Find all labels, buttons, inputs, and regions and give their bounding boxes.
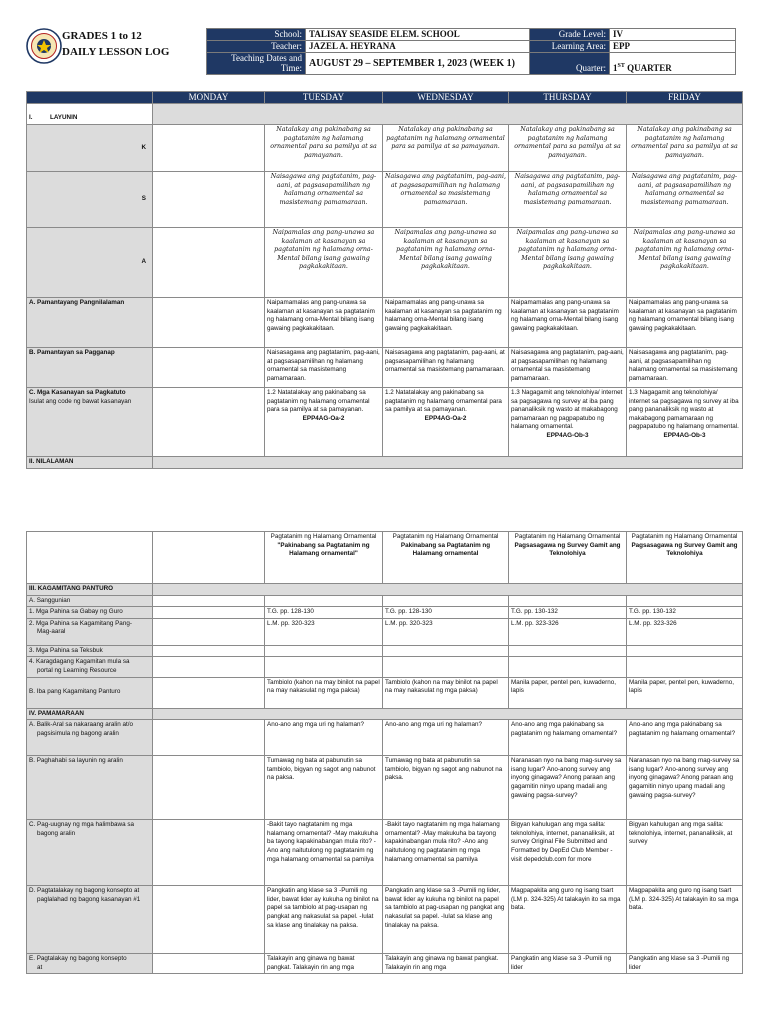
day-header-friday: FRIDAY	[627, 92, 743, 104]
friday-a: Naipamalas ang pang-unawa sa kaalaman at kasanayan sa pagtatanim ng halamang orna- Mental bilang isang gawaing pagkakakitaan.	[627, 228, 743, 298]
title-grades: GRADES 1 to 12	[62, 30, 142, 42]
pamamaraan-heading: IV. PAMAMARAAN	[27, 708, 153, 720]
tuesday-a: Naipamalas ang pang-unawa sa kaalaman at kasanayan sa pagtatanim ng halamang orna- Mental bilang isang gawaing pagkakakitaan.	[265, 228, 383, 298]
competency-code: EPP4AG-Oa-2	[424, 414, 467, 422]
title-daily-lesson-log: DAILY LESSON LOG	[62, 46, 170, 58]
monday-s	[153, 172, 265, 228]
wednesday-pagtalakay: Talakayin ang ginawa ng bawat pangkat. Talakayin rin ang mga	[383, 954, 509, 974]
friday-gabay: T.G. pp. 130-132	[627, 607, 743, 619]
friday-mk: 1.3 Nagagamit ang teknolohiya/ internet sa pagsagawa ng survey at iba pang pananaliksik ng wasto at makabagong pamamaraan ng pagpapatubo ng halamang ornamental. EPP4AG-Ob-3	[627, 388, 743, 457]
wednesday-topic: Pagtatanim ng Halamang Ornamental Pakinabang sa Pagtatanim ng Halamang ornamental	[383, 532, 509, 584]
thursday-mk: 1.3 Nagagamit ang teknolohiya/ internet sa pagsagawa ng survey at iba pang pananaliksik ng wasto at makabagong pamamaraan ng pagpapatubo ng halamang ornamental. EPP4AG-Ob-3	[509, 388, 627, 457]
thursday-balik-aral: Ano-ano ang mga pakinabang sa pagtatanim ng halamang ornamental?	[509, 720, 627, 756]
pagtalakay-konsepto-label: E. Pagtalakay ng bagong konsepto at	[27, 954, 153, 974]
kasanayan-label: C. Mga Kasanayan sa Pagkatuto Isulat ang code ng bawat kasanayan	[27, 388, 153, 457]
topic-label-cell	[27, 532, 153, 584]
monday-a	[153, 228, 265, 298]
monday-iba	[153, 677, 265, 708]
school-value: TALISAY SEASIDE ELEM. SCHOOL	[306, 29, 530, 41]
friday-paghahabi: Naranasan nyo na bang mag-survey sa isang lugar? Ano-anong survey ang inyong ginagawa? Anong paraan ang gagamitin ninyo upang madali ang gawaing pagsa-survey?	[627, 756, 743, 820]
k-label: K	[27, 125, 153, 172]
monday-pg	[153, 348, 265, 388]
tuesday-pagtalakay: Talakayin ang ginawa ng bawat pangkat. Talakayin rin ang mga	[265, 954, 383, 974]
deped-seal-logo	[26, 28, 62, 64]
thursday-pag-uugnay: Bigyan kahulugan ang mga salita: teknolohiya, internet, pananaliksik, at survey Original File Submitted and Formatted by DepEd Club Member - visit depedclub.com for more	[509, 820, 627, 886]
sanggunian-label: A. Sanggunian	[27, 595, 153, 607]
kagamitang-panturo-heading: III. KAGAMITANG PANTURO	[27, 584, 153, 596]
friday-pg: Naisasagawa ang pagtatanim, pag-aani, at pagsasapamilihan ng halamang ornamental sa masistemang pamamaraan.	[627, 348, 743, 388]
friday-pagtalakay: Pangkatin ang klase sa 3 -Pumili ng lider	[627, 954, 743, 974]
a-label: A	[27, 228, 153, 298]
friday-lm: L.M. pp. 323-326	[627, 618, 743, 645]
monday-topic	[153, 532, 265, 584]
monday-lm	[153, 618, 265, 645]
dates-label: Teaching Dates and Time:	[207, 53, 306, 75]
kagamitang-mag-aaral-label: 2. Mga Pahina sa Kagamitang Pang- Mag-aaral	[27, 618, 153, 645]
monday-balik-aral	[153, 720, 265, 756]
wednesday-k: Natalakay ang pakinabang sa pagtatanim ng halamang ornamental para sa pamilya at sa pamayanan.	[383, 125, 509, 172]
tuesday-s: Naisagawa ang pagtatanim, pag-aani, at pagsasapamilihan ng halamang ornamental sa masistemang pamamaraan.	[265, 172, 383, 228]
corner-header	[27, 92, 153, 104]
thursday-topic: Pagtatanim ng Halamang Ornamental Pagsasagawa ng Survey Gamit ang Teknolohiya	[509, 532, 627, 584]
s-label: S	[27, 172, 153, 228]
tuesday-mk: 1.2 Natatalakay ang pakinabang sa pagtatanim ng halamang ornamental para sa pamilya at sa pamayanan. EPP4AG-Oa-2	[265, 388, 383, 457]
friday-k: Natalakay ang pakinabang sa pagtatanim ng halamang ornamental para sa pamilya at sa pamayanan.	[627, 125, 743, 172]
grade-level-value: IV	[610, 29, 736, 41]
pamamaraan-shade	[153, 708, 743, 720]
dates-value: AUGUST 29 – SEPTEMBER 1, 2023 (WEEK 1)	[306, 53, 530, 75]
tuesday-paghahabi: Tumawag ng bata at pabunutin sa tambiolo, bigyan ng sagot ang nabunot na paksa.	[265, 756, 383, 820]
nilalaman-shade	[153, 457, 743, 469]
wednesday-pagtatalakay: Pangkatin ang klase sa 3 -Pumili ng lider, bawat lider ay kukuha ng binilot na papel sa tambiolo at pag-usapan ng pangkat ang nakasulat sa papel. -Iulat sa klase ang tinalakay na paksa.	[383, 886, 509, 954]
learning-area-label: Learning Area:	[530, 41, 610, 53]
tuesday-pagtatalakay: Pangkatin ang klase sa 3 -Pumili ng lider, bawat lider ay kukuha ng binilot na papel sa tambiolo at pag-usapan ng pangkat ang nakasulat sa papel. -Iulat sa klase ang tinalakay na paksa.	[265, 886, 383, 954]
header-info-table	[206, 28, 736, 75]
iba-pang-kagamitan-label: B. Iba pang Kagamitang Panturo	[27, 677, 153, 708]
thursday-iba: Manila paper, pentel pen, kuwaderno, lapis	[509, 677, 627, 708]
pagtatalakay-label: D. Pagtatalakay ng bagong konsepto at paglalahad ng bagong kasanayan #1	[27, 886, 153, 954]
day-header-thursday: THURSDAY	[509, 92, 627, 104]
wednesday-gabay: T.G. pp. 128-130	[383, 607, 509, 619]
wednesday-a: Naipamalas ang pang-unawa sa kaalaman at kasanayan sa pagtatanim ng halamang orna- Mental bilang isang gawaing pagkakakitaan.	[383, 228, 509, 298]
school-label: School:	[207, 29, 306, 41]
wednesday-mk: 1.2 Natatalakay ang pakinabang sa pagtatanim ng halamang ornamental para sa pamilya at sa pamayanan. EPP4AG-Oa-2	[383, 388, 509, 457]
friday-topic: Pagtatanim ng Halamang Ornamental Pagsasagawa ng Survey Gamit ang Teknolohiya	[627, 532, 743, 584]
tuesday-balik-aral: Ano-ano ang mga uri ng halaman?	[265, 720, 383, 756]
friday-pagtatalakay: Magpapakita ang guro ng isang tsart (LM p. 324-325) At talakayin ito sa mga bata.	[627, 886, 743, 954]
monday-paghahabi	[153, 756, 265, 820]
friday-s: Naisagawa ang pagtatanim, pag-aani, at pagsasapamilihan ng halamang ornamental sa masistemang pamamaraan.	[627, 172, 743, 228]
thursday-paghahabi: Naranasan nyo na bang mag-survey sa isang lugar? Ano-anong survey ang inyong ginagawa? Anong paraan ang gagamitin ninyo upang madali ang gawaing pagsa-survey?	[509, 756, 627, 820]
pamantayang-pangnilalaman-label: A. Pamantayang Pangnilalaman	[27, 298, 153, 348]
pag-uugnay-label: C. Pag-uugnay ng mga halimbawa sa bagong aralin	[27, 820, 153, 886]
friday-pp: Naipamamalas ang pang-unawa sa kaalaman at kasanayan sa pagtatanim ng halamang ornamental bilang isang gawaing pagkakakitaan.	[627, 298, 743, 348]
nilalaman-heading: II. NILALAMAN	[27, 457, 153, 469]
tuesday-iba: Tambiolo (kahon na may binilot na papel na may nakasulat ng mga paksa)	[265, 677, 383, 708]
pamantayan-sa-pagganap-label: B. Pamantayan sa Pagganap	[27, 348, 153, 388]
wednesday-lm: L.M. pp. 320-323	[383, 618, 509, 645]
thursday-lm: L.M. pp. 323-326	[509, 618, 627, 645]
kagamitan-shade	[153, 584, 743, 596]
thursday-k: Natalakay ang pakinabang sa pagtatanim ng halamang ornamental para sa pamilya at sa pamayanan.	[509, 125, 627, 172]
tuesday-pp: Naipamamalas ang pang-unawa sa kaalaman at kasanayan sa pagtatanim ng halamang orna-Mental bilang isang gawaing pagkakakitaan.	[265, 298, 383, 348]
friday-pag-uugnay: Bigyan kahulugan ang mga salita: teknolohiya, internet, pananaliksik, at survey	[627, 820, 743, 886]
thursday-s: Naisagawa ang pagtatanim, pag-aani, at pagsasapamilihan ng halamang ornamental sa masistemang pamamaraan.	[509, 172, 627, 228]
day-header-tuesday: TUESDAY	[265, 92, 383, 104]
competency-code: EPP4AG-Ob-3	[663, 431, 706, 439]
wednesday-iba: Tambiolo (kahon na may binilot na papel na may nakasulat ng mga paksa)	[383, 677, 509, 708]
thursday-pg: Naisasagawa ang pagtatanim, pag-aani, at pagsasapamilihan ng halamang ornamental sa masistemang pamamaraan.	[509, 348, 627, 388]
lesson-log-table-1	[26, 91, 743, 469]
wednesday-pp: Naipamamalas ang pang-unawa sa kaalaman at kasanayan sa pagtatanim ng halamang orna-Mental bilang isang gawaing pagkakakitaan.	[383, 298, 509, 348]
quarter-value: 1ST QUARTER	[610, 53, 736, 75]
friday-balik-aral: Ano-ano ang mga pakinabang sa pagtatanim ng halamang ornamental?	[627, 720, 743, 756]
grade-level-label: Grade Level:	[530, 29, 610, 41]
friday-iba: Manila paper, pentel pen, kuwaderno, lapis	[627, 677, 743, 708]
teacher-label: Teacher:	[207, 41, 306, 53]
thursday-gabay: T.G. pp. 130-132	[509, 607, 627, 619]
monday-mk	[153, 388, 265, 457]
competency-code: EPP4AG-Ob-3	[546, 431, 589, 439]
tuesday-lm: L.M. pp. 320-323	[265, 618, 383, 645]
wednesday-s: Naisagawa ang pagtatanim, pag-aani, at pagsasapamilihan ng halamang ornamental sa masistemang pamamaraan.	[383, 172, 509, 228]
gabay-ng-guro-label: 1. Mga Pahina sa Gabay ng Guro	[27, 607, 153, 619]
layunin-shade	[153, 104, 743, 125]
layunin-heading: I. LAYUNIN	[27, 104, 153, 125]
quarter-label: Quarter:	[530, 53, 610, 75]
teacher-value: JAZEL A. HEYRANA	[306, 41, 530, 53]
tuesday-gabay: T.G. pp. 128-130	[265, 607, 383, 619]
thursday-pagtalakay: Pangkatin ang klase sa 3 -Pumili ng lider	[509, 954, 627, 974]
thursday-pp: Naipamamalas ang pang-unawa sa kaalaman at kasanayan sa pagtatanim ng halamang orna-Mental bilang isang gawaing pagkakakitaan.	[509, 298, 627, 348]
monday-gabay	[153, 607, 265, 619]
thursday-a: Naipamalas ang pang-unawa sa kaalaman at kasanayan sa pagtatanim ng halamang orna- Mental bilang isang gawaing pagkakakitaan.	[509, 228, 627, 298]
learning-area-value: EPP	[610, 41, 736, 53]
tuesday-pg: Naisasagawa ang pagtatanim, pag-aani, at pagsasapamilihan ng halamang ornamental sa masistemang pamamaraan.	[265, 348, 383, 388]
tuesday-pag-uugnay: -Bakit tayo nagtatanim ng mga halamang ornamental? -May makukuha ba tayong kapakinabangan mula rito? -Ano ang naitutulong ng pagtatanim ng mga halamang ornamental sa pamilya	[265, 820, 383, 886]
lesson-log-table-2	[26, 531, 743, 974]
tuesday-topic: Pagtatanim ng Halamang Ornamental "Pakinabang sa Pagtatanim ng Halamang ornamental"	[265, 532, 383, 584]
teksbuk-label: 3. Mga Pahina sa Teksbuk	[27, 645, 153, 657]
wednesday-balik-aral: Ano-ano ang mga uri ng halaman?	[383, 720, 509, 756]
wednesday-pag-uugnay: -Bakit tayo nagtatanim ng mga halamang ornamental? -May makukuha ba tayong kapakinabangan mula rito? -Ano ang naitutulong ng pagtatanim ng mga halamang ornamental sa pamilya	[383, 820, 509, 886]
day-header-monday: MONDAY	[153, 92, 265, 104]
karagdagang-kagamitan-label: 4. Karagdagang Kagamitan mula sa portal ng Learning Resource	[27, 657, 153, 677]
paghahabi-label: B. Paghahabi sa layunin ng aralin	[27, 756, 153, 820]
balik-aral-label: A. Balik-Aral sa nakaraang aralin at/o pagsisimula ng bagong aralin	[27, 720, 153, 756]
day-header-wednesday: WEDNESDAY	[383, 92, 509, 104]
monday-pagtatalakay	[153, 886, 265, 954]
monday-pp	[153, 298, 265, 348]
wednesday-pg: Naisasagawa ang pagtatanim, pag-aani, at pagsasapamilihan ng halamang ornamental sa masistemang pamamaraan.	[383, 348, 509, 388]
monday-k	[153, 125, 265, 172]
monday-pagtalakay	[153, 954, 265, 974]
thursday-pagtatalakay: Magpapakita ang guro ng isang tsart (LM p. 324-325) At talakayin ito sa mga bata.	[509, 886, 627, 954]
wednesday-paghahabi: Tumawag ng bata at pabunutin sa tambiolo, bigyan ng sagot ang nabunot na paksa.	[383, 756, 509, 820]
tuesday-k: Natalakay ang pakinabang sa pagtatanim ng halamang ornamental para sa pamilya at sa pamayanan.	[265, 125, 383, 172]
monday-pag-uugnay	[153, 820, 265, 886]
competency-code: EPP4AG-Oa-2	[302, 414, 345, 422]
